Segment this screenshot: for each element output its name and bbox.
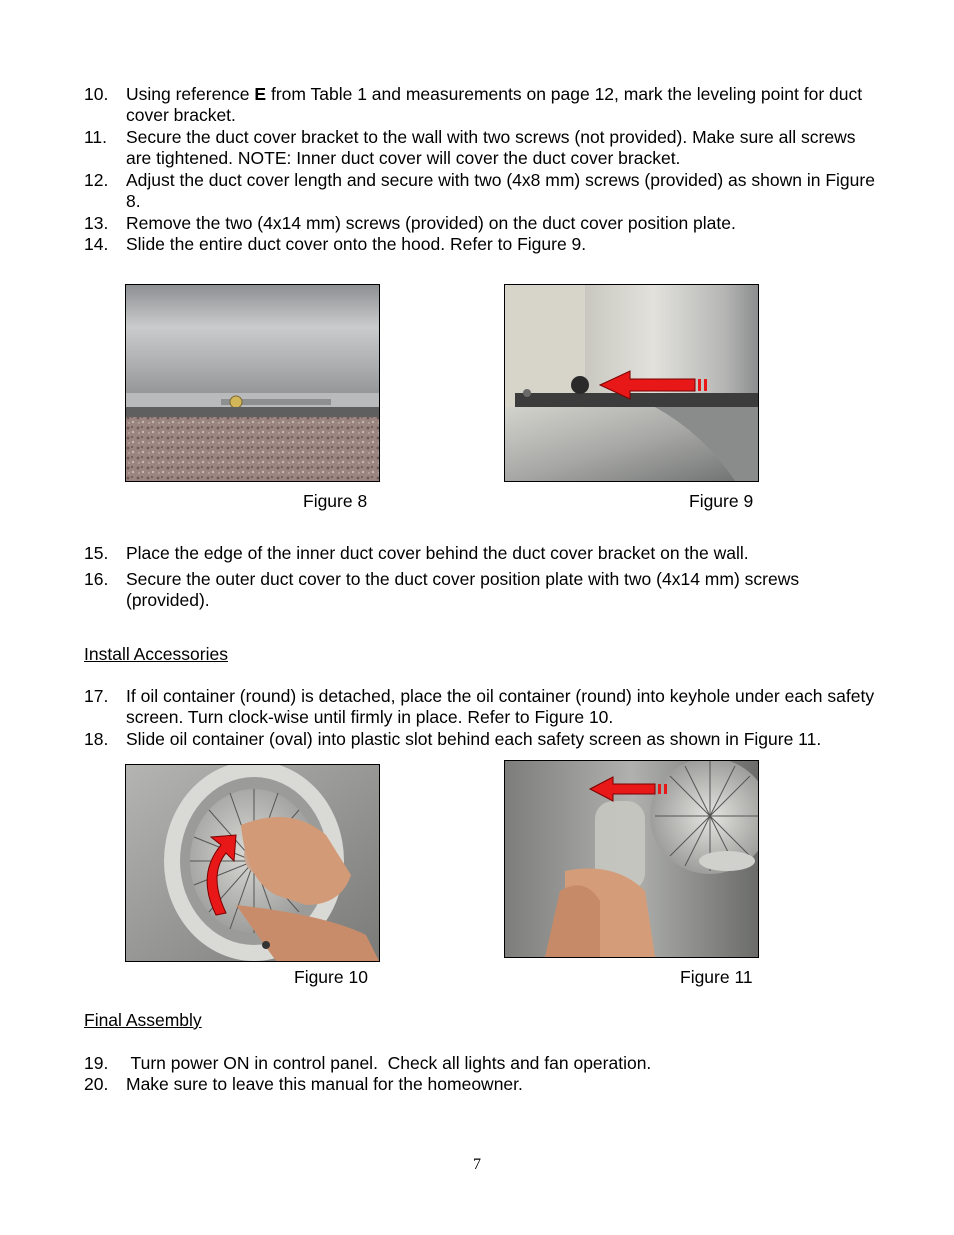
step-19 [84,1053,884,1074]
step-13 [84,213,884,234]
step-text: Turn power ON in control panel. Check all lights and fan operation. [126,1053,652,1073]
step-text: Adjust the duct cover length and secure with two (4x8 mm) screws (provided) as shown in Figure 8. [126,170,875,211]
step-text: Slide the entire duct cover onto the hood. Refer to Figure 9. [126,234,587,254]
step-text: from Table 1 and measurements on page 12, mark the leveling point for duct cover bracket. [126,84,863,125]
step-20 [84,1074,884,1095]
step-number: 17. [84,686,109,706]
step-text: Place the edge of the inner duct cover behind the duct cover bracket on the wall. [126,543,749,563]
reference-letter: E [254,84,267,104]
step-18 [84,729,904,750]
step-number: 12. [84,170,109,190]
step-14 [84,234,884,255]
figure-10-photo [125,764,380,962]
final-assembly-heading: Final Assembly [84,1010,202,1030]
step-text: Make sure to leave this manual for the homeowner. [126,1074,523,1094]
step-number: 14. [84,234,109,254]
step-12 [84,170,884,212]
step-number: 18. [84,729,109,749]
step-number: 19. [84,1053,109,1073]
step-text: Slide oil container (oval) into plastic slot behind each safety screen as shown in Figure 11. [126,729,822,749]
step-10 [84,84,884,126]
step-text: Remove the two (4x14 mm) screws (provided) on the duct cover position plate. [126,213,736,233]
step-number: 20. [84,1074,109,1094]
step-text: If oil container (round) is detached, place the oil container (round) into keyhole under each safety screen. Turn clock-wise until firmly in place. Refer to Figure 10. [126,686,875,727]
page-number: 7 [473,1156,481,1173]
figure-11-photo [504,760,759,958]
step-number: 15. [84,543,109,563]
step-17 [84,686,884,728]
step-15 [84,543,884,564]
figure-8-photo [125,284,380,482]
figure-8-caption: Figure 8 [303,491,368,511]
figure-10-caption: Figure 10 [294,967,368,987]
step-number: 10. [84,84,109,104]
step-number: 11. [84,127,108,147]
figure-9-caption: Figure 9 [689,491,754,511]
figure-9-photo [504,284,759,482]
step-text: Secure the duct cover bracket to the wall with two screws (not provided). Make sure all screws are tightened. NOTE: Inner duct cover will cover the duct cover bracket. [126,127,856,168]
step-text: Using reference [126,84,255,104]
step-11 [84,127,884,169]
figure-11-caption: Figure 11 [680,967,753,987]
step-text: Secure the outer duct cover to the duct cover position plate with two (4x14 mm) screws (provided). [126,569,800,610]
install-accessories-heading: Install Accessories [84,644,228,664]
step-number: 16. [84,569,109,589]
step-number: 13. [84,213,109,233]
step-16 [84,569,884,611]
